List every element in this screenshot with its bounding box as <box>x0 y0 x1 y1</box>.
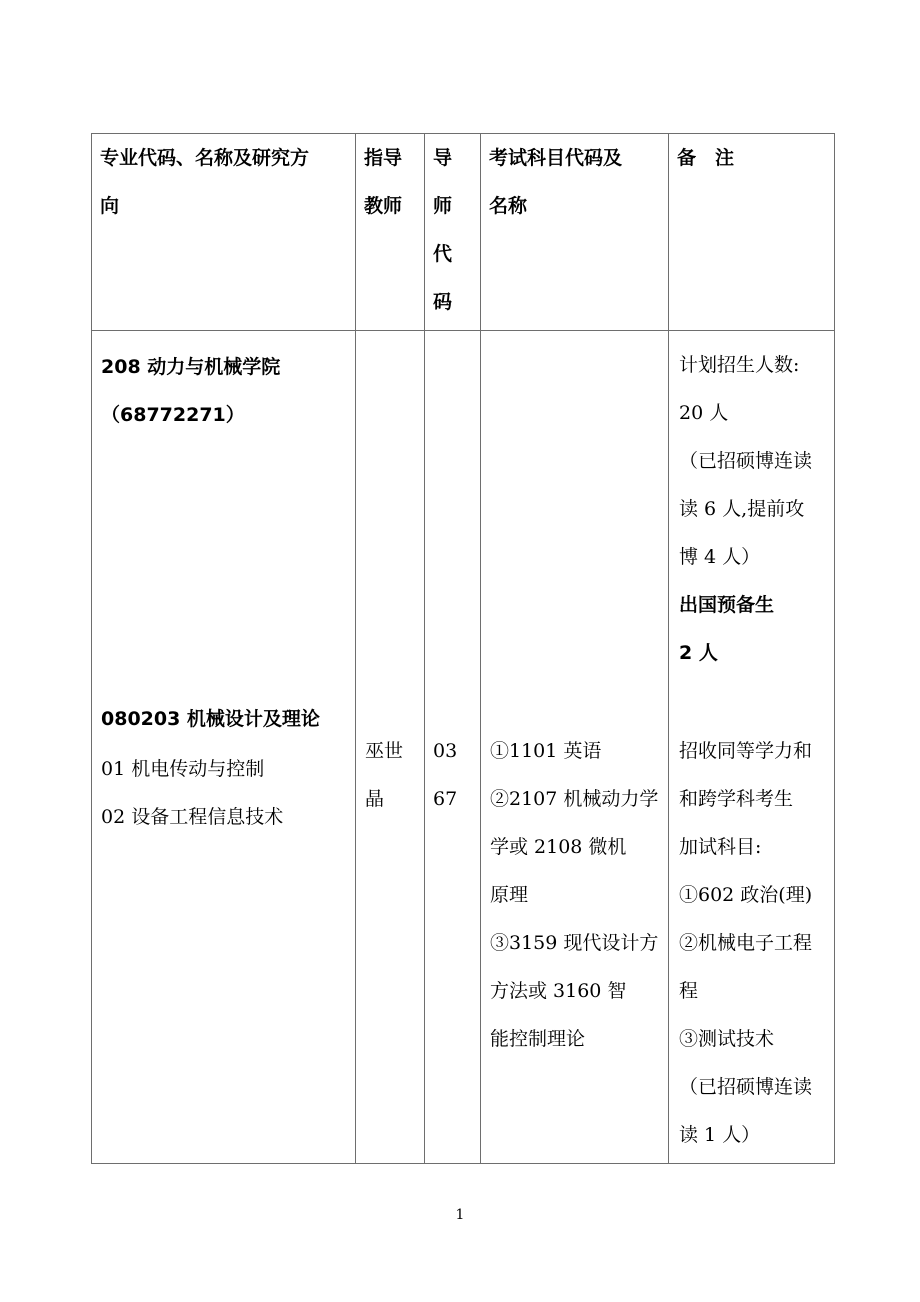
header-exam-cell <box>481 134 669 331</box>
college-remark-line: 出国预备生 <box>679 594 775 616</box>
supervisor-column <box>356 331 425 1164</box>
supervisor-name-line: 巫世 <box>365 740 404 762</box>
supervisor-code-line: 03 <box>433 740 458 762</box>
header-remarks: 备 注 <box>677 147 735 169</box>
header-major-cell <box>92 134 356 331</box>
major-remark-line: 招收同等学力和 <box>679 740 813 762</box>
body-row <box>92 331 835 1164</box>
major-remark-line: ①602 政治(理) <box>679 884 813 906</box>
supervisor-name-line: 晶 <box>365 788 385 810</box>
header-row <box>92 134 835 331</box>
header-remarks-cell <box>669 134 835 331</box>
header-supervisor-line1: 指导 <box>364 147 403 169</box>
admission-plan-table <box>91 133 835 1164</box>
supervisor-code-line: 67 <box>433 788 458 810</box>
header-supervisor-line2: 教师 <box>364 195 403 217</box>
exam-subjects-column <box>481 331 669 1164</box>
major-title: 080203 机械设计及理论 <box>101 708 320 730</box>
header-code-char: 师 <box>433 195 453 217</box>
research-direction: 02 设备工程信息技术 <box>101 806 284 828</box>
major-remark-line: 程 <box>679 980 699 1002</box>
header-supervisor-cell <box>356 134 425 331</box>
header-exam-line2: 名称 <box>489 195 528 217</box>
header-major-line1: 专业代码、名称及研究方 <box>100 147 310 169</box>
major-remark-line: ②机械电子工程 <box>679 932 813 954</box>
header-exam-line1: 考试科目代码及 <box>489 147 623 169</box>
college-remark-line: 博 4 人） <box>679 546 761 568</box>
college-remark-line: 读 6 人,提前攻 <box>679 498 805 520</box>
college-remark-line: （已招硕博连读 <box>679 450 813 472</box>
header-code-char: 码 <box>433 291 453 313</box>
college-name: 208 动力与机械学院 <box>101 356 281 378</box>
college-remark-line: 计划招生人数: <box>679 354 800 376</box>
page-number: 1 <box>455 1207 465 1223</box>
header-supervisor-code-cell <box>425 134 481 331</box>
major-remark-line: 读 1 人） <box>679 1124 761 1146</box>
header-code-char: 导 <box>433 147 453 169</box>
exam-subject-line: 原理 <box>490 884 529 906</box>
remarks-column <box>669 331 835 1164</box>
research-direction: 01 机电传动与控制 <box>101 758 265 780</box>
header-major-line2: 向 <box>100 195 120 217</box>
major-column <box>92 331 356 1164</box>
major-remark-line: 和跨学科考生 <box>679 788 794 810</box>
exam-subject-line: 方法或 3160 智 <box>490 980 627 1002</box>
supervisor-code-column <box>425 331 481 1164</box>
exam-subject-line: 学或 2108 微机 <box>490 836 627 858</box>
major-remark-line: （已招硕博连读 <box>679 1076 813 1098</box>
college-remark-line: 2 人 <box>679 642 718 664</box>
header-code-char: 代 <box>433 243 453 265</box>
major-remark-line: ③测试技术 <box>679 1028 775 1050</box>
major-remark-line: 加试科目: <box>679 836 762 858</box>
college-phone: （68772271） <box>101 404 245 426</box>
exam-subject-line: ③3159 现代设计方 <box>490 932 659 954</box>
exam-subject-line: 能控制理论 <box>490 1028 586 1050</box>
exam-subject-line: ①1101 英语 <box>490 740 602 762</box>
college-remark-line: 20 人 <box>679 402 729 424</box>
exam-subject-line: ②2107 机械动力学 <box>490 788 659 810</box>
